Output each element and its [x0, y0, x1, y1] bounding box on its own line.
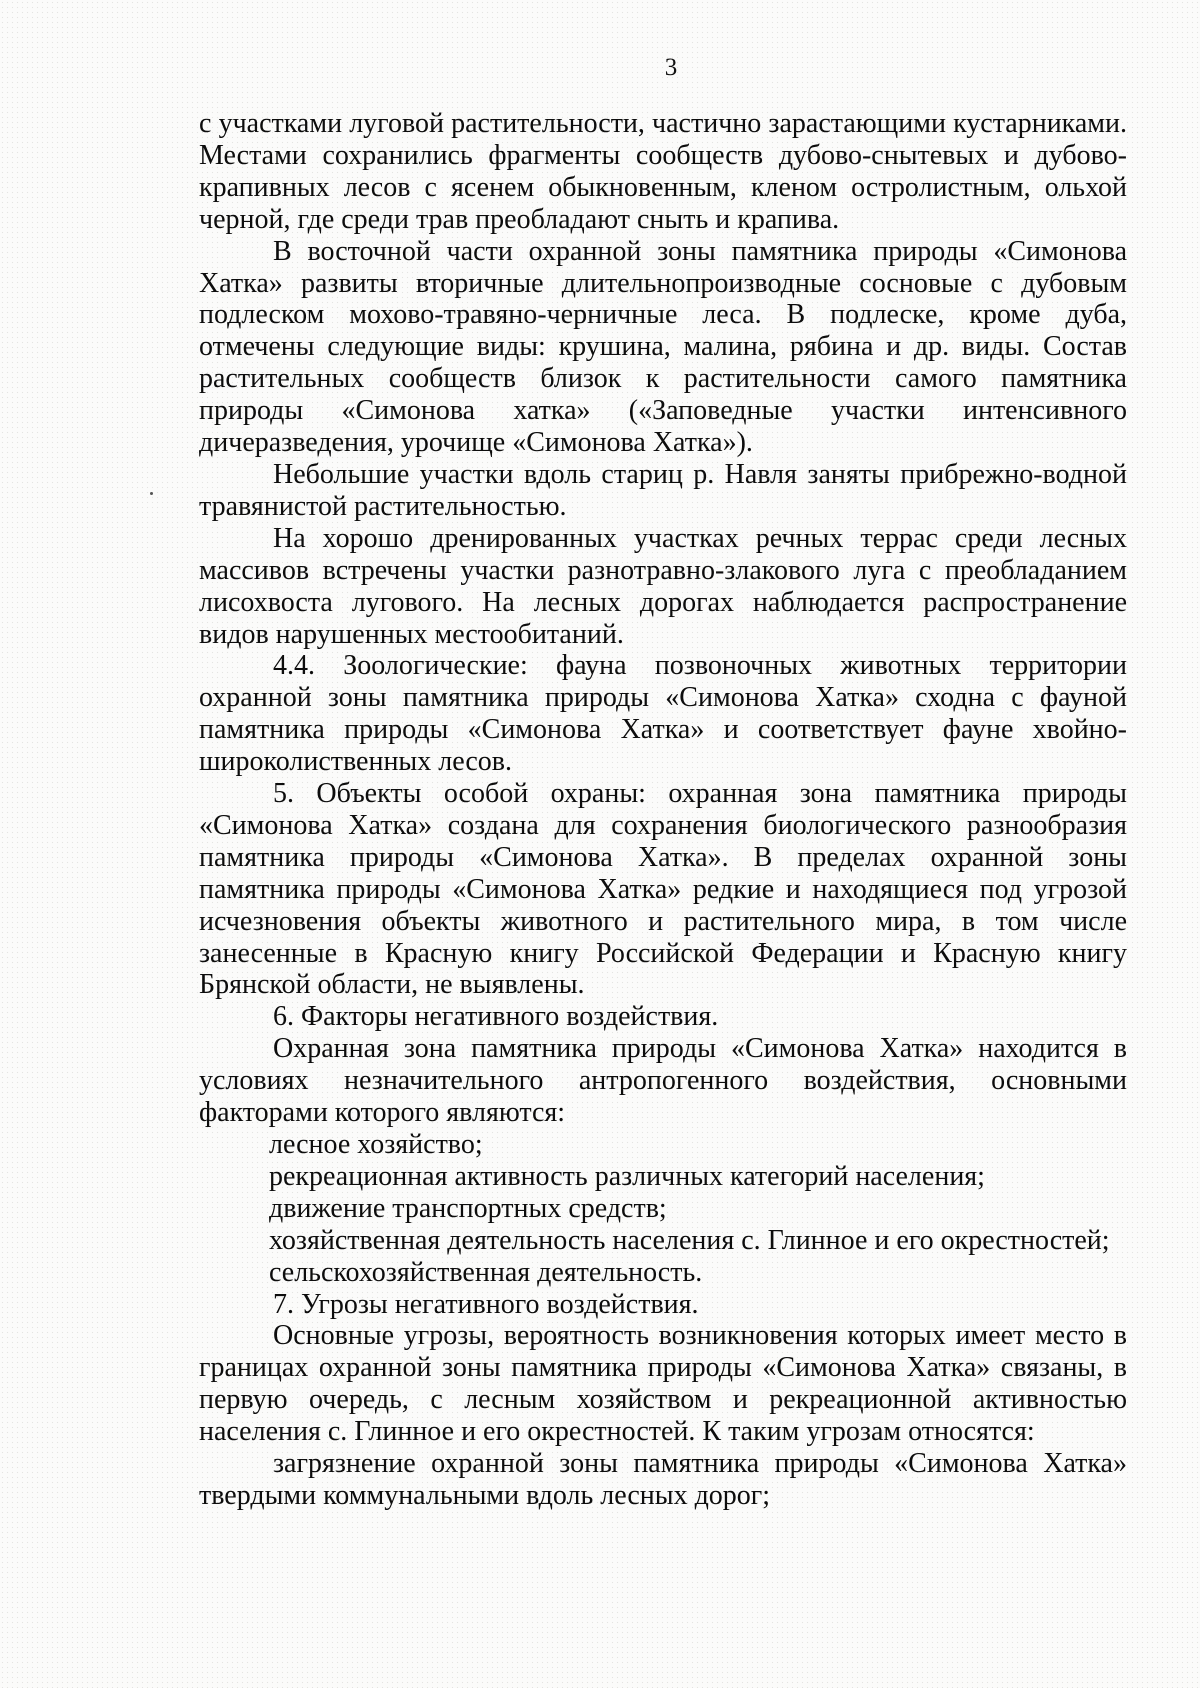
paragraph-threats: Основные угрозы, вероятность возникновения которых имеет место в границах охранной зоны памятника природы «Симонова Хатка» связаны, в первую очередь, с лесным хозяйством и рекреационной активностью населения с. Глинное и его окрестностей. К таким угрозам относятся: — [199, 1320, 1127, 1448]
page-number: 3 — [664, 54, 678, 81]
factor-item: сельскохозяйственная деятельность. — [269, 1256, 703, 1288]
paragraph-protected-objects: 5. Объекты особой охраны: охранная зона памятника природы «Симонова Хатка» создана для сохранения биологического разнообразия памятника природы «Симонова Хатка». В пределах охранной зоны памятника природы «Симонова Хатка» редкие и находящиеся под угрозой исчезновения объекты животного и растительного мира, в том числе занесенные в Красную книгу Российской Федерации и Красную книгу Брянской области, не выявлены. — [199, 778, 1127, 1001]
paragraph-eastern-part: В восточной части охранной зоны памятника природы «Симонова Хатка» развиты вторичные длительнопроизводные сосновые с дубовым подлеском мохово-травяно-черничные леса. В подлеске, кроме дуба, отмечены следующие виды: крушина, малина, рябина и др. виды. Состав растительных сообществ близок к растительности самого памятника природы «Симонова хатка» («Заповедные участки интенсивного дичеразведения, урочище «Симонова Хатка»). — [199, 235, 1127, 459]
paragraph-oxbows: Небольшие участки вдоль стариц р. Навля заняты прибрежно-водной травянистой растительностью. — [199, 458, 1127, 522]
heading-negative-factors: 6. Факторы негативного воздействия. — [273, 1001, 719, 1033]
paragraph-zoological: 4.4. Зоологические: фауна позвоночных животных территории охранной зоны памятника природы «Симонова Хатка» сходна с фауной памятника природы «Симонова Хатка» и соответствует фауне хвойно-широколиственных лесов. — [199, 650, 1127, 778]
factor-item: хозяйственная деятельность населения с. Глинное и его окрестностей; — [269, 1224, 1110, 1256]
document-body — [199, 108, 1127, 1512]
paragraph-continuation: с участками луговой растительности, частично зарастающими кустарниками. Местами сохранились фрагменты сообществ дубово-снытевых и дубово-крапивных лесов с ясенем обыкновенным, кленом остролистным, ольхой черной, где среди трав преобладают сныть и крапива. — [199, 108, 1127, 235]
paragraph-negative-factors: Охранная зона памятника природы «Симонова Хатка» находится в условиях незначительного антропогенного воздействия, основными факторами которого являются: — [199, 1033, 1127, 1129]
factor-item: движение транспортных средств; — [269, 1192, 667, 1224]
scan-speck — [150, 492, 153, 495]
paragraph-terraces: На хорошо дренированных участках речных террас среди лесных массивов встречены участки разнотравно-злакового луга с преобладанием лисохвоста лугового. На лесных дорогах наблюдается распространение видов нарушенных местообитаний. — [199, 522, 1127, 650]
heading-threats: 7. Угрозы негативного воздействия. — [273, 1288, 699, 1320]
factor-item: рекреационная активность различных категорий населения; — [269, 1160, 985, 1192]
threat-item: загрязнение охранной зоны памятника природы «Симонова Хатка» твердыми коммунальными вдоль лесных дорог; — [199, 1448, 1127, 1511]
factor-item: лесное хозяйство; — [269, 1129, 483, 1160]
